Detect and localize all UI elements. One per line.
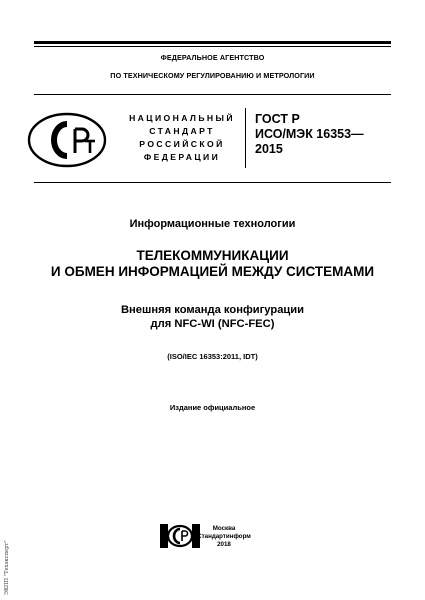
publisher-year: 2018 [217, 541, 231, 548]
standard-type-line-4: ФЕДЕРАЦИИ [143, 152, 221, 162]
standard-designation [255, 112, 395, 157]
publisher-info [196, 525, 252, 549]
section-title: Информационные технологии [129, 218, 296, 230]
designation-line-2: ИСО/МЭК 16353— [255, 127, 364, 141]
side-watermark: ЭКПП "Техэксперт" [4, 540, 10, 595]
top-rule-thin [34, 46, 391, 47]
standard-type-line-2: СТАНДАРТ [149, 126, 215, 136]
iso-reference: (ISO/IEC 16353:2011, IDT) [167, 352, 258, 361]
designation-line-1: ГОСТ Р [255, 112, 300, 126]
title-line-2: И ОБМЕН ИНФОРМАЦИЕЙ МЕЖДУ СИСТЕМАМИ [50, 264, 375, 279]
block-rule-bottom [34, 182, 391, 183]
designation-line-3: 2015 [255, 142, 283, 156]
agency-line-1: ФЕДЕРАЛЬНОЕ АГЕНТСТВО [160, 53, 265, 62]
publisher-name: Стандартинформ [197, 533, 251, 540]
document-title [24, 248, 401, 280]
publisher-logo [160, 524, 200, 548]
publisher-city: Москва [212, 525, 236, 532]
edition-note: Издание официальное [169, 403, 256, 412]
publisher-logo-icon [160, 524, 200, 548]
gost-r-logo-icon [27, 111, 107, 169]
agency-line-2: ПО ТЕХНИЧЕСКОМУ РЕГУЛИРОВАНИЮ И МЕТРОЛОГИИ [110, 71, 315, 80]
block-rule-top [34, 94, 391, 95]
block-divider [245, 108, 246, 168]
standard-type-line-1: НАЦИОНАЛЬНЫЙ [129, 113, 235, 123]
standard-type [126, 112, 238, 164]
standard-type-line-3: РОССИЙСКОЙ [139, 139, 225, 149]
subtitle-line-1: Внешняя команда конфигурации [120, 304, 305, 316]
document-subtitle [34, 303, 391, 331]
gost-r-logo [27, 111, 107, 169]
title-line-1: ТЕЛЕКОММУНИКАЦИИ [136, 248, 289, 263]
top-rule-thick [34, 41, 391, 44]
subtitle-line-2: для NFC-WI (NFC-FEC) [150, 318, 275, 330]
